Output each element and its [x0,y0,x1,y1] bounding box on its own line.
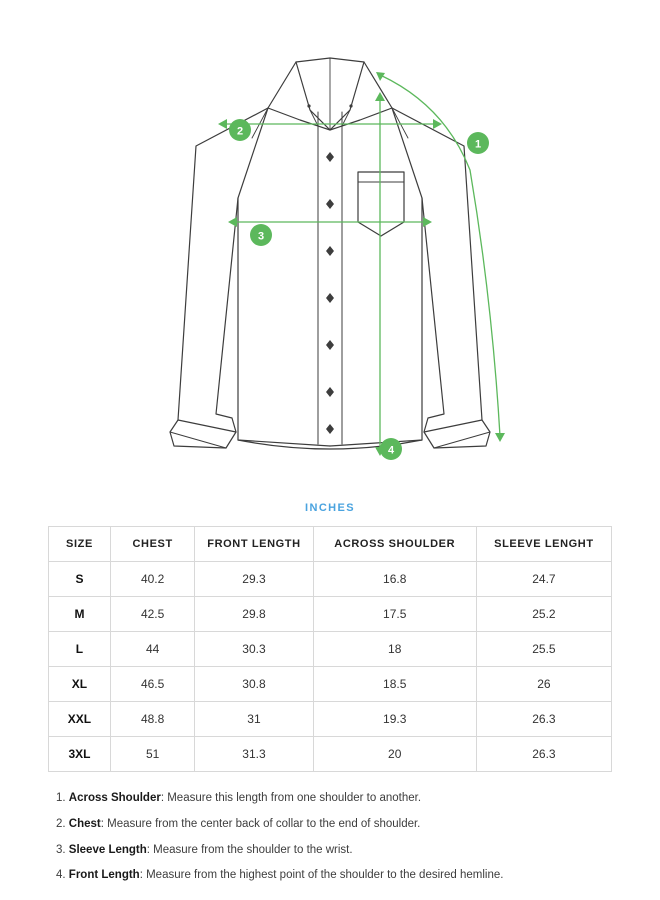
note-number: 3. [56,843,66,856]
cell-size: M [49,597,111,632]
column-header-across-shoulder: ACROSS SHOULDER [313,527,476,562]
cell-size: XXL [49,702,111,737]
cell-across-shoulder: 20 [313,737,476,772]
cell-sleeve-length: 25.2 [476,597,611,632]
column-header-sleeve-length: SLEEVE LENGHT [476,527,611,562]
cell-sleeve-length: 26.3 [476,702,611,737]
cell-chest: 40.2 [110,562,194,597]
cell-chest: 44 [110,632,194,667]
table-row [49,562,612,597]
table-row [49,597,612,632]
note-text: : Measure from the highest point of the shoulder to the desired hemline. [139,869,504,882]
table-row [49,667,612,702]
marker-4-label: 4 [387,444,395,457]
note-term: Across Shoulder [68,792,161,804]
cell-front-length: 30.3 [195,632,313,667]
cell-across-shoulder: 18.5 [313,667,476,702]
table-row [49,702,612,737]
size-table [48,526,612,772]
cell-front-length: 31 [195,702,313,737]
column-header-size: SIZE [49,527,111,562]
cell-chest: 42.5 [110,597,194,632]
cell-sleeve-length: 26.3 [476,737,611,772]
note-term: Sleeve Length [68,843,147,856]
column-header-front-length: FRONT LENGTH [195,527,313,562]
cell-across-shoulder: 17.5 [313,597,476,632]
note-term: Front Length [68,869,140,882]
cell-size: L [49,632,111,667]
column-header-chest: CHEST [110,527,194,562]
size-table-wrap [0,526,660,772]
note-number: 1. [56,792,66,804]
note-text: : Measure from the shoulder to the wrist. [146,843,353,856]
cell-sleeve-length: 26 [476,667,611,702]
cell-front-length: 29.8 [195,597,313,632]
note-text: : Measure this length from one shoulder to another. [160,792,422,804]
table-row [49,632,612,667]
marker-2-label: 2 [236,125,244,138]
measurement-notes [0,772,660,885]
marker-3-label: 3 [257,230,265,243]
cell-front-length: 30.8 [195,667,313,702]
cell-sleeve-length: 24.7 [476,562,611,597]
cell-across-shoulder: 19.3 [313,702,476,737]
table-header-row [49,527,612,562]
cell-size: XL [49,667,111,702]
note-number: 2. [56,817,66,830]
marker-1-label: 1 [474,138,482,151]
cell-size: 3XL [49,737,111,772]
note-item [56,842,604,860]
cell-size: S [49,562,111,597]
cell-across-shoulder: 16.8 [313,562,476,597]
note-number: 4. [56,869,66,882]
note-text: : Measure from the center back of collar to the end of shoulder. [100,817,421,830]
note-item [56,790,604,808]
note-item [56,867,604,885]
units-label: INCHES [305,502,355,514]
cell-chest: 48.8 [110,702,194,737]
table-row [49,737,612,772]
cell-front-length: 29.3 [195,562,313,597]
cell-front-length: 31.3 [195,737,313,772]
cell-sleeve-length: 25.5 [476,632,611,667]
note-term: Chest [68,817,101,830]
cell-across-shoulder: 18 [313,632,476,667]
cell-chest: 51 [110,737,194,772]
note-item [56,816,604,834]
cell-chest: 46.5 [110,667,194,702]
